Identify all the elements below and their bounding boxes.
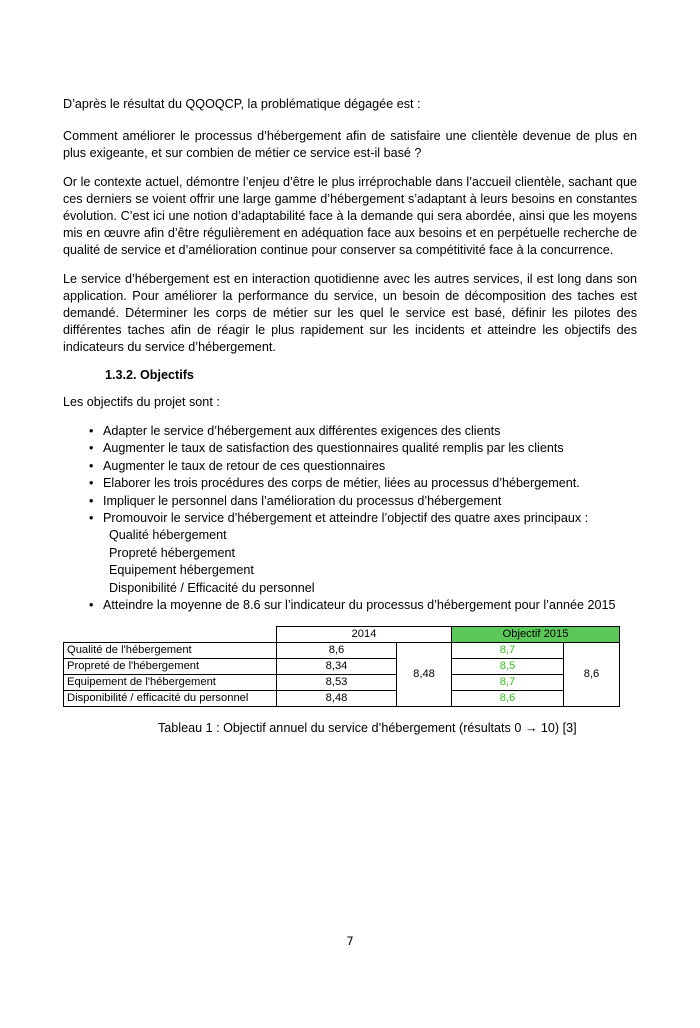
service-paragraph: Le service d’hébergement est en interaction quotidienne avec les autres services, il est long dans son application. Pour améliorer la performance du service, un besoin de décomposition des taches est demandé. Déterminer les corps de métier sur les quel le service est basé, définir les pilotes des différentes taches afin de réagir le plus rapidement sur les incidents et atteindre les objectifs des indicateurs du service d’hébergement. [63, 272, 637, 354]
bullet-icon: • [89, 598, 94, 613]
context-paragraph: Or le contexte actuel, démontre l’enjeu d’être le plus irréprochable dans l’accueil clientèle, sachant que ces derniers se voient offrir une large gamme d’hébergement s’adaptant à leurs besoins en constantes évolution. C’est ici une notion d’adaptabilité face à la demande qui sera abordée, ainsi que les moyens mis en œuvre afin d’être régulièrement en adéquation face aux besoins et en perpétuelle recherche de qualité de service et d’amélioration continue pour conserver sa compétitivité face à la concurrence. [63, 175, 637, 257]
list-item: • Promouvoir le service d’hébergement et atteindre l’objectif des quatre axes principaux : Qualité hébergement Propreté hébergement Equipement hébergement Disponibilité / Efficacité du personnel [103, 510, 637, 597]
objective-value: 8,6 [452, 691, 564, 707]
problem-question: Comment améliorer le processus d’hébergement afin de satisfaire une clientèle devenue de plus en plus exigeante, et sur combien de métier ce service est-il basé ? [63, 129, 637, 160]
objectives-intro: Les objectifs du projet sont : [63, 395, 220, 409]
list-item: • Elaborer les trois procédures des corps de métier, liées au processus d’hébergement. [103, 475, 637, 492]
row-label: Qualité de l'hébergement [64, 643, 277, 659]
objective-value: 8,7 [452, 675, 564, 691]
value-2014: 8,6 [277, 643, 397, 659]
row-label: Equipement de l'hébergement [64, 675, 277, 691]
intro-text: D’après le résultat du QQOQCP, la problématique dégagée est : [63, 97, 421, 111]
value-2014: 8,34 [277, 659, 397, 675]
bullet-icon: • [89, 458, 94, 473]
table-row [64, 675, 620, 691]
value-2014: 8,53 [277, 675, 397, 691]
list-item: • Impliquer le personnel dans l’amélioration du processus d’hébergement [103, 493, 637, 510]
bullet-icon: • [89, 441, 94, 456]
bullet-icon: • [89, 476, 94, 491]
row-label: Disponibilité / efficacité du personnel [64, 691, 277, 707]
average-2014: 8,48 [397, 643, 452, 707]
table-caption: Tableau 1 : Objectif annuel du service d’hébergement (résultats 0 → 10) [3] [158, 721, 577, 736]
list-item: • Atteindre la moyenne de 8.6 sur l’indicateur du processus d’hébergement pour l’année 2015 [103, 597, 637, 614]
list-item: • Adapter le service d’hébergement aux différentes exigences des clients [103, 423, 637, 440]
objective-value: 8,5 [452, 659, 564, 675]
list-item: • Augmenter le taux de retour de ces questionnaires [103, 458, 637, 475]
objective-value: 8,7 [452, 643, 564, 659]
section-heading: 1.3.2. Objectifs [105, 368, 194, 382]
objectives-table [63, 626, 620, 707]
document-page [63, 96, 637, 735]
bullet-icon: • [89, 424, 94, 438]
header-objective-2015: Objectif 2015 [452, 627, 620, 643]
value-2014: 8,48 [277, 691, 397, 707]
axis-item: Qualité hébergement [109, 528, 227, 543]
bullet-icon: • [89, 511, 94, 526]
objectives-list [63, 423, 637, 614]
table-header-row [64, 627, 620, 643]
bullet-icon: • [89, 493, 94, 508]
axis-item: Disponibilité / Efficacité du personnel [109, 580, 315, 595]
page-number: 7 [346, 934, 354, 948]
axis-item: Equipement hébergement [109, 563, 254, 578]
table-row [64, 643, 620, 659]
axis-item: Propreté hébergement [109, 545, 236, 560]
list-item: • Augmenter le taux de satisfaction des questionnaires qualité remplis par les clients [103, 440, 637, 457]
average-objective: 8,6 [564, 643, 620, 707]
header-2014: 2014 [277, 627, 452, 643]
table-row [64, 659, 620, 675]
row-label: Propreté de l'hébergement [64, 659, 277, 675]
table-row [64, 691, 620, 707]
